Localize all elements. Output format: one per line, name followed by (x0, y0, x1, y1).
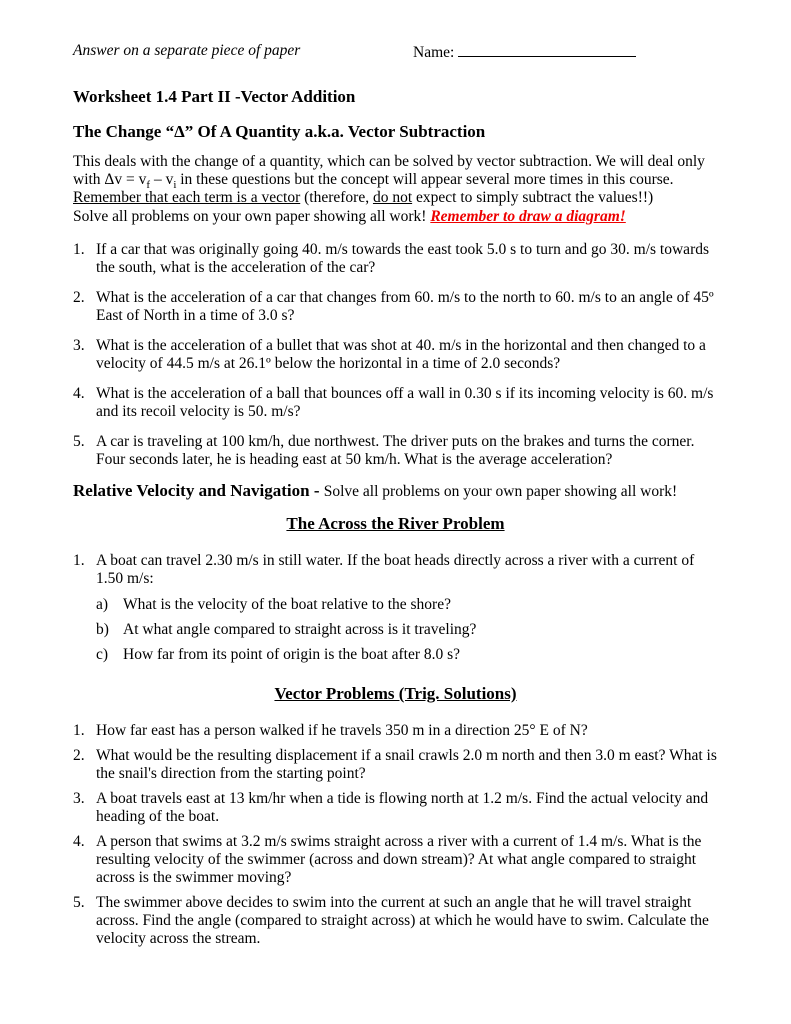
list-item (73, 289, 718, 325)
list-item (73, 833, 718, 887)
list-item (73, 337, 718, 373)
list-number: 1. (73, 241, 85, 258)
intro-seg3: in these questions but the concept will appear several more times in this course. (176, 171, 674, 188)
problem-text: If a car that was originally going 40. m/s towards the east took 5.0 s to turn and go 30. m/s towards the south, what is the acceleration of the car? (96, 241, 710, 276)
problem-text: A boat travels east at 13 km/hr when a tide is flowing north at 1.2 m/s. Find the actual velocity and heading of the boat. (96, 790, 709, 825)
problem-text: A boat can travel 2.30 m/s in still water. If the boat heads directly across a river with a current of 1.50 m/s: (96, 552, 695, 587)
list-number: 5. (73, 894, 85, 911)
page-title: Worksheet 1.4 Part II -Vector Addition (73, 87, 356, 106)
list-item (73, 790, 718, 826)
delta-problem-list (73, 241, 718, 469)
list-item (73, 747, 718, 783)
intro-seg4: (therefore, (300, 189, 373, 206)
problem-text: What is the acceleration of a ball that bounces off a wall in 0.30 s if its incoming velocity is 60. m/s and its recoil velocity is 50. m/s? (96, 385, 714, 420)
intro-seg2: – v (150, 171, 174, 188)
list-item (96, 621, 718, 639)
list-number: 1. (73, 552, 85, 569)
list-item (96, 646, 718, 664)
relative-velocity-heading-rest: Solve all problems on your own paper showing all work! (323, 483, 678, 500)
list-number: 1. (73, 722, 85, 739)
subquestion-text: At what angle compared to straight across is it traveling? (123, 621, 477, 638)
draw-diagram-warning: Remember to draw a diagram! (430, 208, 626, 225)
river-problem-list (73, 552, 718, 664)
problem-text: What is the acceleration of a bullet that was shot at 40. m/s in the horizontal and then changed to a velocity of 44.5 m/s at 26.1º below the horizontal in a time of 2.0 seconds? (96, 337, 706, 372)
river-problem-title (73, 514, 718, 534)
list-item (96, 596, 718, 614)
problem-text: The swimmer above decides to swim into the current at such an angle that he will travel straight across. Find the angle (compared to straight across) at which he would have to swim. Calculate the velocity across the stream. (96, 894, 709, 947)
list-number: 2. (73, 289, 85, 306)
name-blank-line (458, 42, 636, 57)
relative-velocity-heading-bold: Relative Velocity and Navigation - (73, 481, 324, 500)
river-problem-title-text: The Across the River Problem (286, 514, 505, 533)
intro-seg5: expect to simply subtract the values!!) (412, 189, 654, 206)
name-label: Name: (413, 44, 455, 61)
intro-underlined-phrase: Remember that each term is a vector (73, 189, 301, 206)
list-letter: a) (96, 596, 109, 613)
solve-instruction-line (73, 208, 718, 226)
subscript-f: f (146, 179, 151, 192)
intro-seg1: This deals with the change of a quantity, which can be solved by vector subtraction. We will deal only with Δv = v (73, 153, 705, 188)
problem-text: A car is traveling at 100 km/h, due northwest. The driver puts on the brakes and turns the corner. Four seconds later, he is heading east at 50 km/h. What is the average acceleration? (96, 433, 695, 468)
problem-text: A person that swims at 3.2 m/s swims straight across a river with a current of 1.4 m/s. What is the resulting velocity of the swimmer (across and down stream)? At what angle compared to straight across is the swimmer moving? (96, 833, 702, 886)
list-number: 3. (73, 790, 85, 807)
list-number: 4. (73, 833, 85, 850)
subscript-i: i (173, 179, 177, 192)
river-subquestion-list (96, 596, 718, 664)
trig-problems-title-text: Vector Problems (Trig. Solutions) (274, 684, 517, 703)
problem-text: What would be the resulting displacement if a snail crawls 2.0 m north and then 3.0 m east? What is the snail's direction from the starting point? (96, 747, 717, 782)
page-header (73, 42, 718, 60)
list-item (73, 385, 718, 421)
header-instruction: Answer on a separate piece of paper (73, 42, 301, 59)
subquestion-text: How far from its point of origin is the boat after 8.0 s? (123, 646, 461, 663)
list-number: 4. (73, 385, 85, 402)
list-item (73, 894, 718, 948)
problem-text: What is the acceleration of a car that changes from 60. m/s to the north to 60. m/s to an angle of 45º East of North in a time of 3.0 s? (96, 289, 714, 324)
list-number: 2. (73, 747, 85, 764)
problem-text: How far east has a person walked if he travels 350 m in a direction 25° E of N? (96, 722, 588, 739)
subquestion-text: What is the velocity of the boat relative to the shore? (123, 596, 451, 613)
solve-instruction: Solve all problems on your own paper showing all work! (73, 208, 431, 225)
list-item (73, 241, 718, 277)
list-item (73, 552, 718, 588)
list-item (73, 722, 718, 740)
name-field (413, 42, 636, 62)
list-letter: c) (96, 646, 109, 663)
intro-paragraph (73, 153, 718, 207)
trig-problems-title (73, 684, 718, 704)
intro-underlined-donot: do not (372, 189, 413, 206)
list-letter: b) (96, 621, 109, 638)
delta-section-heading: The Change “Δ” Of A Quantity a.k.a. Vector Subtraction (73, 122, 486, 141)
list-item (73, 433, 718, 469)
relative-velocity-heading (73, 481, 718, 501)
list-number: 3. (73, 337, 85, 354)
list-number: 5. (73, 433, 85, 450)
trig-problem-list (73, 722, 718, 948)
